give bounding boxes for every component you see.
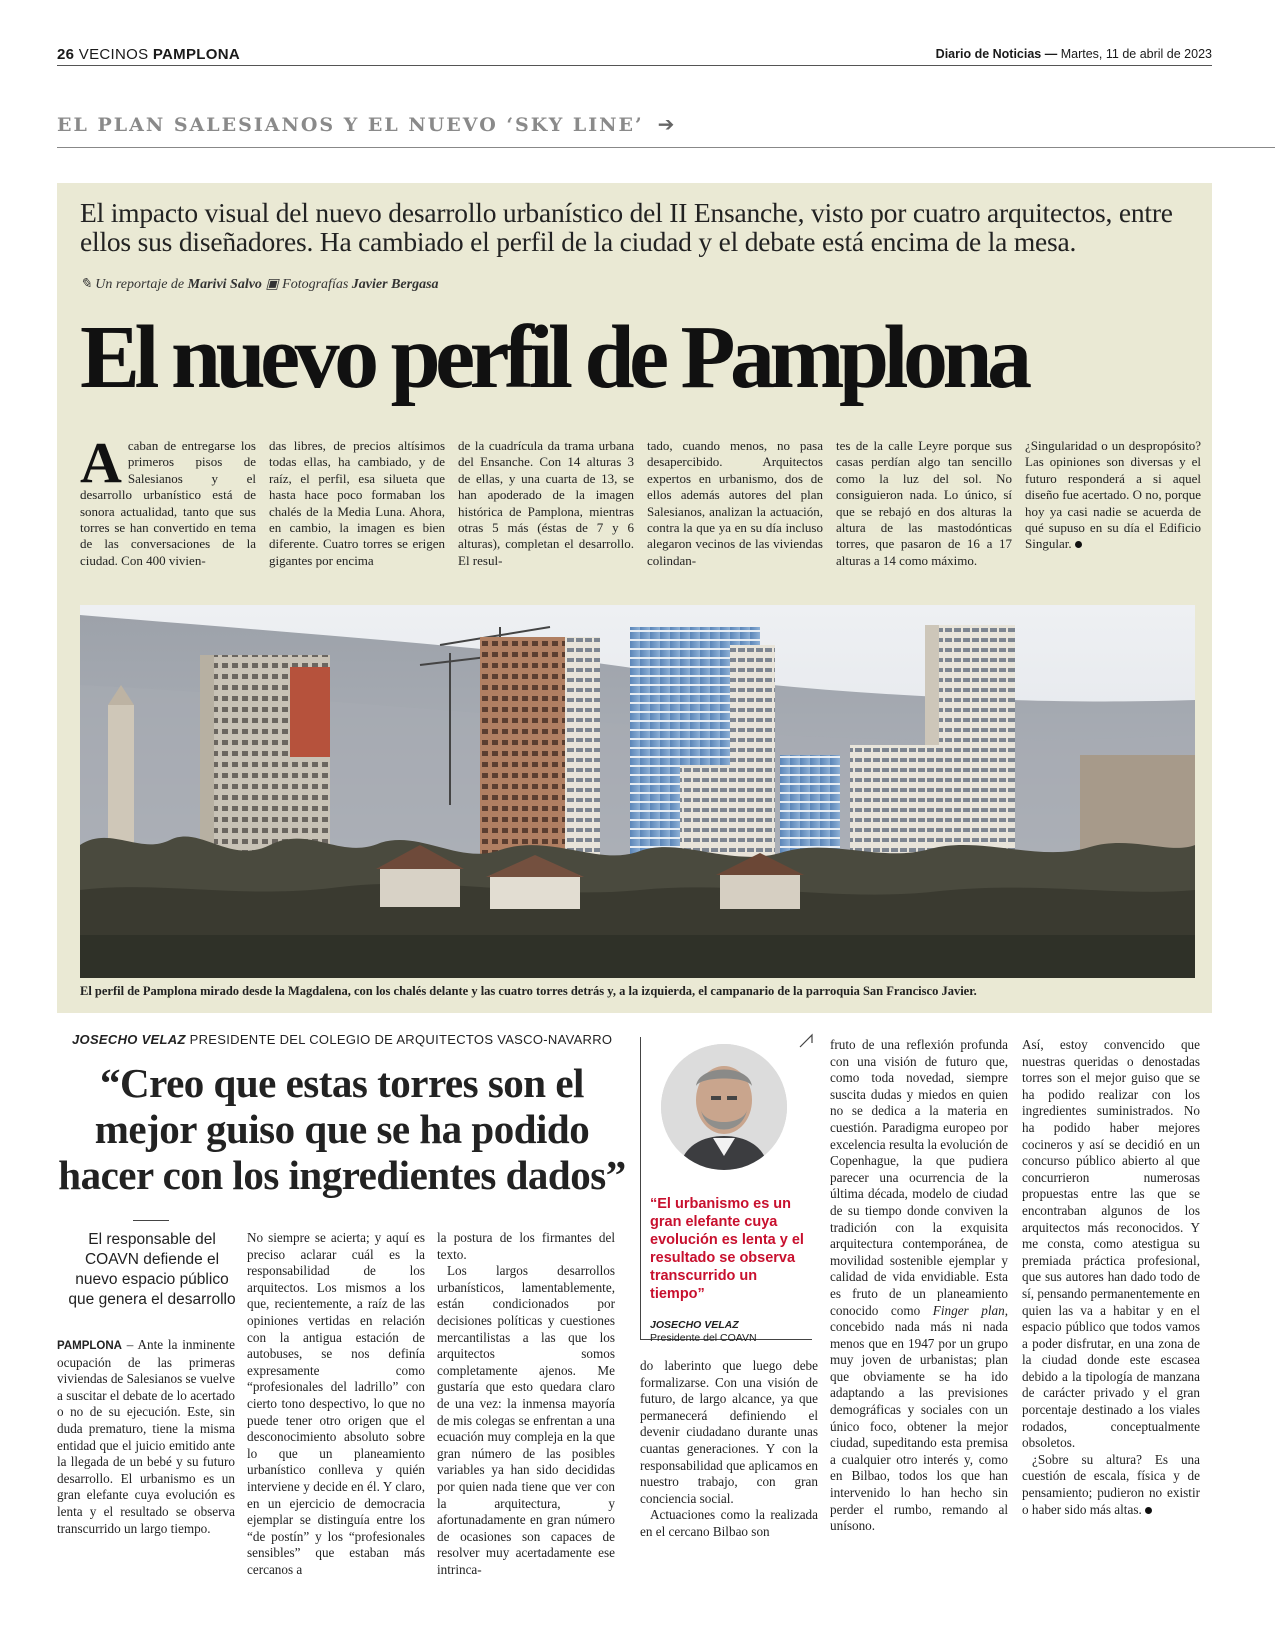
interview-col5-text-2: , concebido nada más ni nada menos que en 1947 por un grupo muy joven de urbanistas; plan que obviamente se ha ido adaptando a las previsiones demográficas y sociales con un único foco, obtener la mejor ciudad, supeditando esta premisa a cualquier otro interés y, como en Bilbao, todos los que han intervenido lo han hecho sin perder el rumbo, remando al unísono. bbox=[830, 1302, 1009, 1534]
end-mark-icon bbox=[1075, 541, 1082, 548]
lead-column-1 bbox=[80, 430, 256, 569]
finger-plan-term: Finger plan bbox=[932, 1302, 1005, 1318]
interview-col5-paragraph bbox=[830, 1037, 1008, 1535]
interview-col3-paragraph-2: Los largos desarrollos urbanísticos, lamentablemente, están condicionados por decisiones políticas y cuestiones mercantilistas a las que los arquitectos somos completamente ajenos. Me gustaría que esto quedara claro de una vez: la inmensa mayoría de mis colegas se enfrentan a una ecuación muy compleja en la que gran número de las posibles variables ya han sido decididas por quien nada tiene que ver con la arquitectura, y afortunadamente en gran número de ocasiones son capaces de resolver muy acertadamente ese intrinca- bbox=[437, 1263, 615, 1577]
interview-col2-paragraph: No siempre se acierta; y aquí es preciso aclarar cuál es la responsabilidad de los arquitectos. Los mismos a los que, recientemente, a raíz de las opiniones vertidas en relación con la antigua estación de autobuses, se nos definía expresamente como “profesionales del ladrillo” con cierto tono despectivo, lo que no puede tener otro origen que el desconocimiento absoluto sobre lo que un planeamiento urbanístico conlleva y quién interviene y decide en él. Y claro, en un ejercicio de democracia ejemplar se distinguía entre los “de postín” y los “profesionales sensibles” que estaban más cercanos a bbox=[247, 1230, 425, 1577]
photographer-name: Javier Bergasa bbox=[351, 277, 439, 292]
interview-headline: “Creo que estas torres son el mejor guiso que se ha podido hacer con los ingredientes dados” bbox=[58, 1060, 626, 1198]
lead-text bbox=[80, 430, 1201, 573]
box-corner-icon bbox=[798, 1033, 814, 1049]
interview-col1-paragraph bbox=[57, 1337, 235, 1537]
interview-column-4 bbox=[640, 1358, 818, 1541]
lead-col6-text: ¿Singularidad o un despropósito? Las opiniones son diversas y el futuro responderá a si aquel diseño fue acertado. O no, porque hoy ya casi nadie se acuerda de qué supuso en su día el Edificio Singular. bbox=[1025, 438, 1201, 552]
interview-col6-paragraph-2 bbox=[1022, 1452, 1200, 1518]
end-mark-icon bbox=[1145, 1507, 1152, 1514]
deck-rule bbox=[133, 1220, 169, 1221]
issue-date: Martes, 11 de abril de 2023 bbox=[1060, 47, 1212, 61]
interview-col4-paragraph-2: Actuaciones como la realizada en el cercano Bilbao son bbox=[640, 1507, 818, 1539]
dateline: PAMPLONA bbox=[57, 1340, 122, 1352]
lead-col1-text: caban de entregarse los primeros pisos de Salesianos y el desarrollo urbanístico está de sonora actualidad, tanto que sus torres se han convertido en tema de las conversaciones de la ciudad. Con 400 vivien- bbox=[80, 438, 256, 568]
interview-col5-text-1: fruto de una reflexión profunda con una visión de futuro que, como toda novedad, siempre suscita dudas y miedos en quien no se dedica a la materia en cuestión. Paradigma europeo por excelencia resulta la evolución de Copenhague, la que pudiera parecer una ocurrencia de la última década, modelo de ciudad de su tiempo donde conviven la tradición con la exquisita arquitectura contemporánea, de movilidad sostenible ejemplar y calidad de vida envidiable. Esta es fruto de un planeamiento conocido como bbox=[830, 1037, 1008, 1318]
interview-col4-paragraph-1: do laberinto que luego debe formalizarse. Con una visión de futuro, de largo alcance, ya que permanecerá definiendo el devenir ciudadano durante unas cuantas generaciones. Y con la responsabilidad que aplicamos en nuestro trabajo, con gran conciencia social. bbox=[640, 1358, 818, 1506]
headline: El nuevo perfil de Pamplona bbox=[80, 308, 1027, 407]
pull-quote-text: “El urbanismo es un gran elefante cuya evolución es lenta y el resultado se observa transcurrido un tiempo” bbox=[650, 1196, 804, 1302]
lead-column-6 bbox=[1025, 438, 1201, 553]
pen-icon: ✎ bbox=[80, 277, 92, 292]
lead-column-2: das libres, de precios altísimos todas ellas, ha cambiado, y de raíz, el perfil, esa silueta que hasta hace poco formaban los chalés de la Media Luna. Ahora, en cambio, la imagen es bien diferente. Cuatro torres se erigen gigantes por encima bbox=[269, 438, 445, 568]
lead-column-3: de la cuadrícula da trama urbana del Ensanche. Con 14 alturas 3 de ellas, y una cuarta de 13, se han apoderado de la imagen histórica de Pamplona, mientras otras 5 más (éstas de 7 y 6 alturas), completan el desarrollo. El resul- bbox=[458, 438, 634, 568]
page-folio bbox=[57, 44, 1212, 66]
city-name: PAMPLONA bbox=[152, 46, 240, 63]
lead-column-4: tado, cuando menos, no pasa desapercibido. Arquitectos expertos en urbanismo, dos de ellos además autores del plan Salesianos, analizan la actuación, contra la que ya en su día incluso alegaron vecinos de las viviendas colindan- bbox=[647, 438, 823, 568]
photo-caption: El perfil de Pamplona mirado desde la Magdalena, con los chalés delante y las cuatro torres detrás y, a la izquierda, el campanario de la parroquia San Francisco Javier. bbox=[80, 984, 977, 998]
byline bbox=[80, 276, 439, 293]
avatar bbox=[661, 1044, 787, 1170]
folio-dash: — bbox=[1044, 47, 1058, 61]
pull-quote-name: JOSECHO VELAZ bbox=[650, 1319, 739, 1331]
interview-column-6 bbox=[1022, 1037, 1200, 1518]
interview-col1-text: – Ante la inminente ocupación de las primeras viviendas de Salesianos se vuelve a suscitar el debate de lo acertado o no de su ejecución. Este, sin duda prematuro, tiene la misma entidad que el juicio emitido ante la llegada de un bebé y su futuro desarrollo. El urbanismo es un gran elefante cuya evolución es lenta y el resultado se observa transcurrido un largo tiempo. bbox=[57, 1337, 235, 1536]
interview-col6-paragraph-1: Así, estoy convencido que nuestras queridas o denostadas torres son el mejor guiso que se ha podido realizar con los ingredientes suministrados. No ha podido haber mejores cocineros y así se decidió en un concurso público abierto al que concurrieron numerosas propuestas entre las que se encontraban algunos de los arquitectos más reconocidos. Y me consta, como atestigua su premiada práctica profesional, que sus autores han dado todo de sí, pensando permanentemente en quien las va a habitar y en el espacio público que todos vamos a poder disfrutar, en una zona de la ciudad donde este escasea debido a la tipología de manzana de carácter privado y el gran porcentaje destinado a los viales rodados, conceptualmente obsoletos. bbox=[1022, 1037, 1200, 1451]
interview-header bbox=[72, 1032, 612, 1047]
page-number: 26 bbox=[57, 46, 75, 63]
section-bar bbox=[57, 112, 1275, 148]
drop-cap: A bbox=[80, 430, 122, 495]
portrait-icon bbox=[661, 1044, 787, 1170]
skyline-photo bbox=[80, 605, 1195, 978]
interview-deck: El responsable del COAVN defiende el nuevo espacio público que genera el desarrollo bbox=[68, 1231, 236, 1308]
folio-right bbox=[936, 47, 1212, 61]
pull-quote-role: Presidente del COAVN bbox=[650, 1332, 757, 1344]
lead-column-5: tes de la calle Leyre porque sus casas perdían algo tan sencillo como la luz del sol. No consiguieron nada. Lo único, sí que se rebajó en dos alturas la altura de las mastodónticas torres, que pasaron de 16 a 17 alturas a 14 como máximo. bbox=[836, 438, 1012, 568]
skyline-illustration bbox=[80, 605, 1195, 978]
newspaper-name: Diario de Noticias bbox=[935, 47, 1042, 61]
arrow-right-icon: ➔ bbox=[657, 112, 675, 136]
camera-icon: ▣ bbox=[265, 277, 279, 292]
reporter-name: Marivi Salvo bbox=[187, 277, 262, 292]
section-title: EL PLAN SALESIANOS Y EL NUEVO ‘SKY LINE’ bbox=[57, 114, 644, 136]
interview-column-5 bbox=[830, 1037, 1008, 1535]
section-name: VECINOS bbox=[78, 46, 149, 63]
interview-column-3 bbox=[437, 1230, 615, 1578]
report-label: Un reportaje de bbox=[95, 277, 185, 292]
interview-col3-paragraph-1: la postura de los firmantes del texto. bbox=[437, 1230, 615, 1262]
photo-label: Fotografías bbox=[282, 277, 349, 292]
folio-left bbox=[57, 46, 240, 63]
subheadline: El impacto visual del nuevo desarrollo urbanístico del II Ensanche, visto por cuatro arquitectos, entre ellos sus diseñadores. Ha cambiado el perfil de la ciudad y el debate está encima de la mesa. bbox=[80, 197, 1173, 257]
interviewee-name: JOSECHO VELAZ bbox=[72, 1032, 186, 1047]
interview-col6-text-2: ¿Sobre su altura? Es una cuestión de escala, física y de pensamiento; pudieron no existir o haber sido más altas. bbox=[1022, 1451, 1200, 1517]
interview-column-1 bbox=[57, 1337, 235, 1537]
interviewee-role: PRESIDENTE DEL COLEGIO DE ARQUITECTOS VASCO-NAVARRO bbox=[189, 1032, 613, 1047]
interview-column-2 bbox=[247, 1230, 425, 1578]
